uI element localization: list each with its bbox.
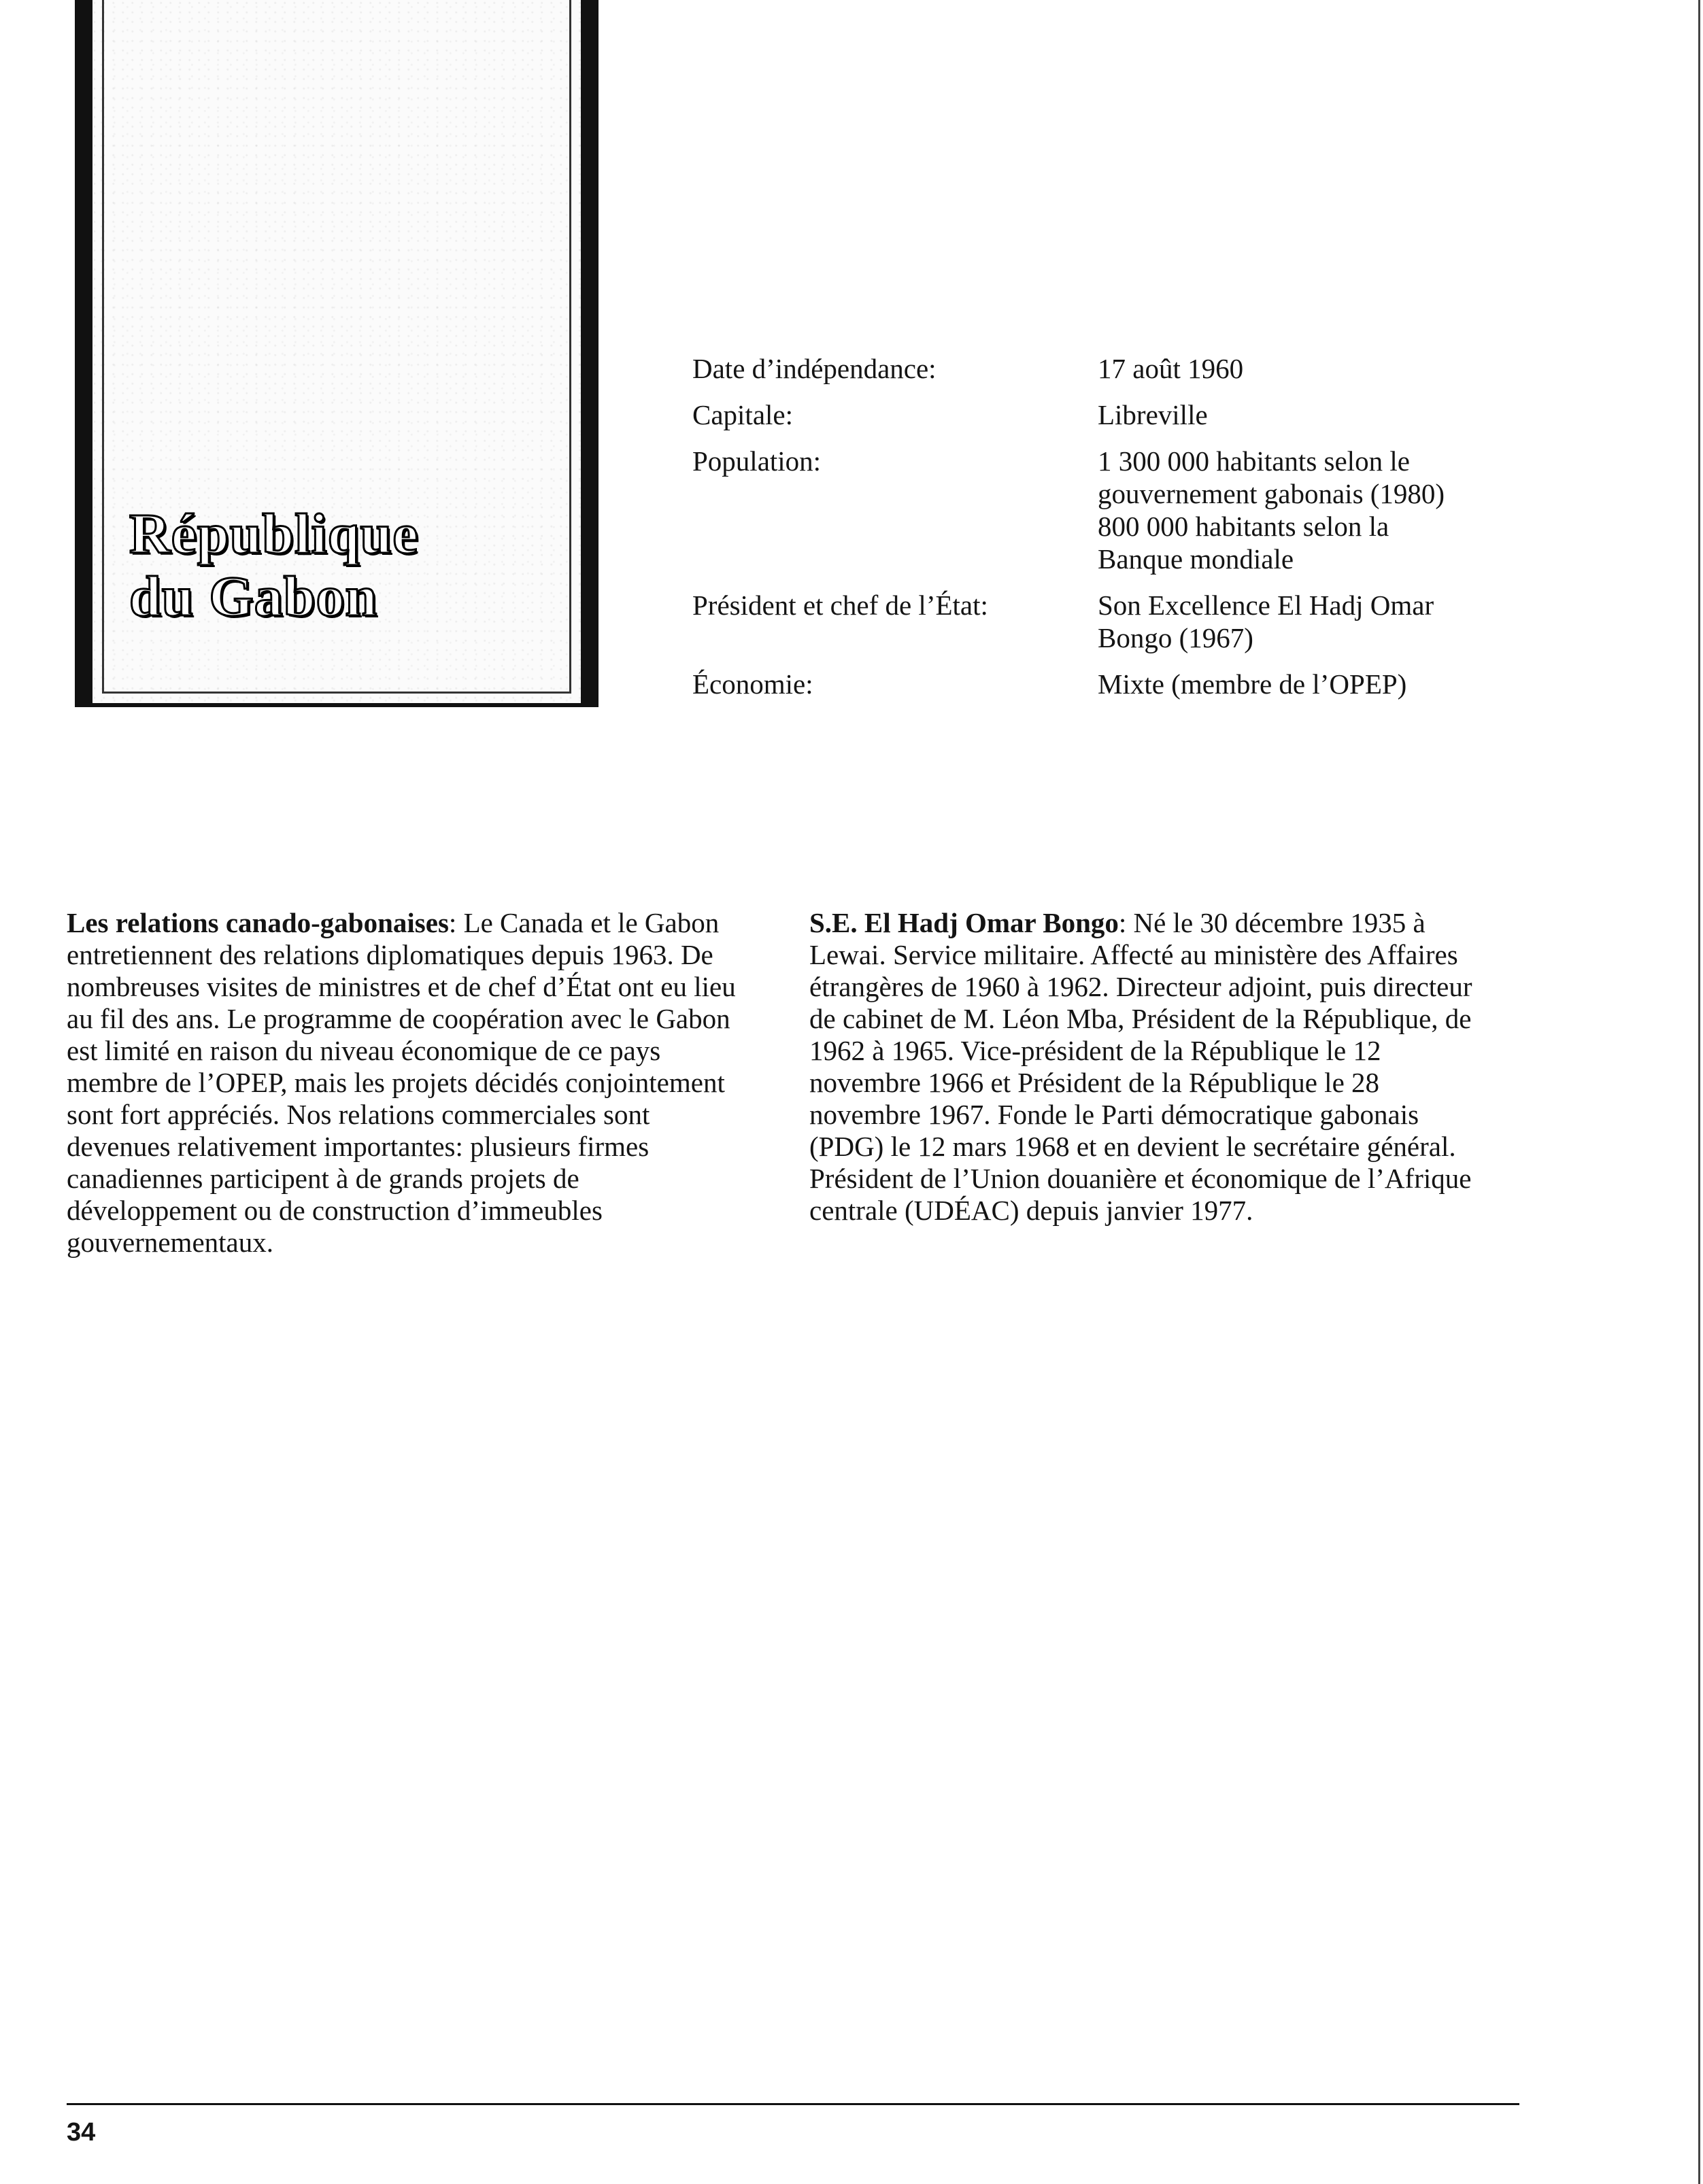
fact-value-line: Bongo (1967) — [1098, 622, 1253, 653]
title-panel — [75, 0, 598, 707]
title-line-2: du Gabon — [129, 565, 378, 628]
fact-row-independence — [692, 352, 1576, 385]
page-title — [129, 503, 419, 628]
fact-label: Capitale: — [692, 399, 794, 430]
fact-value — [1098, 589, 1576, 654]
country-facts — [692, 352, 1576, 714]
fact-value-line: 17 août 1960 — [1098, 353, 1244, 384]
fact-label: Population: — [692, 445, 822, 477]
page-number: 34 — [67, 2118, 96, 2147]
fact-value-line: gouvernement gabonais (1980) — [1098, 478, 1445, 509]
biography-paragraph — [809, 907, 1489, 1227]
biography-column — [809, 907, 1489, 1227]
biography-lead: S.E. El Hadj Omar Bongo — [809, 907, 1119, 938]
footer-rule — [67, 2103, 1519, 2105]
fact-value — [1098, 352, 1576, 385]
relations-text: : Le Canada et le Gabon entretiennent des relations diplomatiques depuis 1963. De nombreuses visites de ministres et de chef d’État ont eu lieu au fil des ans. Le programme de coopération avec le Gabon est limité en raison du niveau économique de ce pays membre de l’OPEP, mais les projets décidés conjointement sont fort appréciés. Nos relations commerciales sont devenues relativement importantes: plusieurs firmes canadiennes participent à de grands projets de développement ou de construction d’immeubles gouvernementaux. — [67, 907, 736, 1258]
fact-value-line: 800 000 habitants selon la — [1098, 511, 1389, 542]
relations-column — [67, 907, 754, 1259]
fact-value — [1098, 445, 1576, 575]
fact-value — [1098, 668, 1576, 700]
fact-row-economy — [692, 668, 1576, 700]
fact-row-president — [692, 589, 1576, 654]
fact-label: Président et chef de l’État: — [692, 590, 988, 621]
fact-row-capital — [692, 398, 1576, 431]
scan-edge-divider — [1698, 0, 1700, 2184]
fact-value — [1098, 398, 1576, 431]
fact-value-line: 1 300 000 habitants selon le — [1098, 445, 1410, 477]
fact-value-line: Son Excellence El Hadj Omar — [1098, 590, 1434, 621]
relations-paragraph — [67, 907, 754, 1259]
title-line-1: République — [129, 502, 419, 566]
relations-lead: Les relations canado-gabonaises — [67, 907, 449, 938]
fact-value-line: Libreville — [1098, 399, 1208, 430]
fact-value-line: Banque mondiale — [1098, 543, 1294, 575]
fact-label: Date d’indépendance: — [692, 353, 937, 384]
fact-value-line: Mixte (membre de l’OPEP) — [1098, 668, 1407, 700]
biography-text: : Né le 30 décembre 1935 à Lewai. Service militaire. Affecté au ministère des Affaires étrangères de 1960 à 1962. Directeur adjoint, puis directeur de cabinet de M. Léon Mba, Président de la République, de 1962 à 1965. Vice-président de la République le 12 novembre 1966 et Président de la République le 28 novembre 1967. Fonde le Parti démocratique gabonais (PDG) le 12 mars 1968 et en devient le secrétaire général. Président de l’Union douanière et économique de l’Afrique centrale (UDÉAC) depuis janvier 1977. — [809, 907, 1472, 1226]
fact-row-population — [692, 445, 1576, 575]
fact-label: Économie: — [692, 668, 813, 700]
